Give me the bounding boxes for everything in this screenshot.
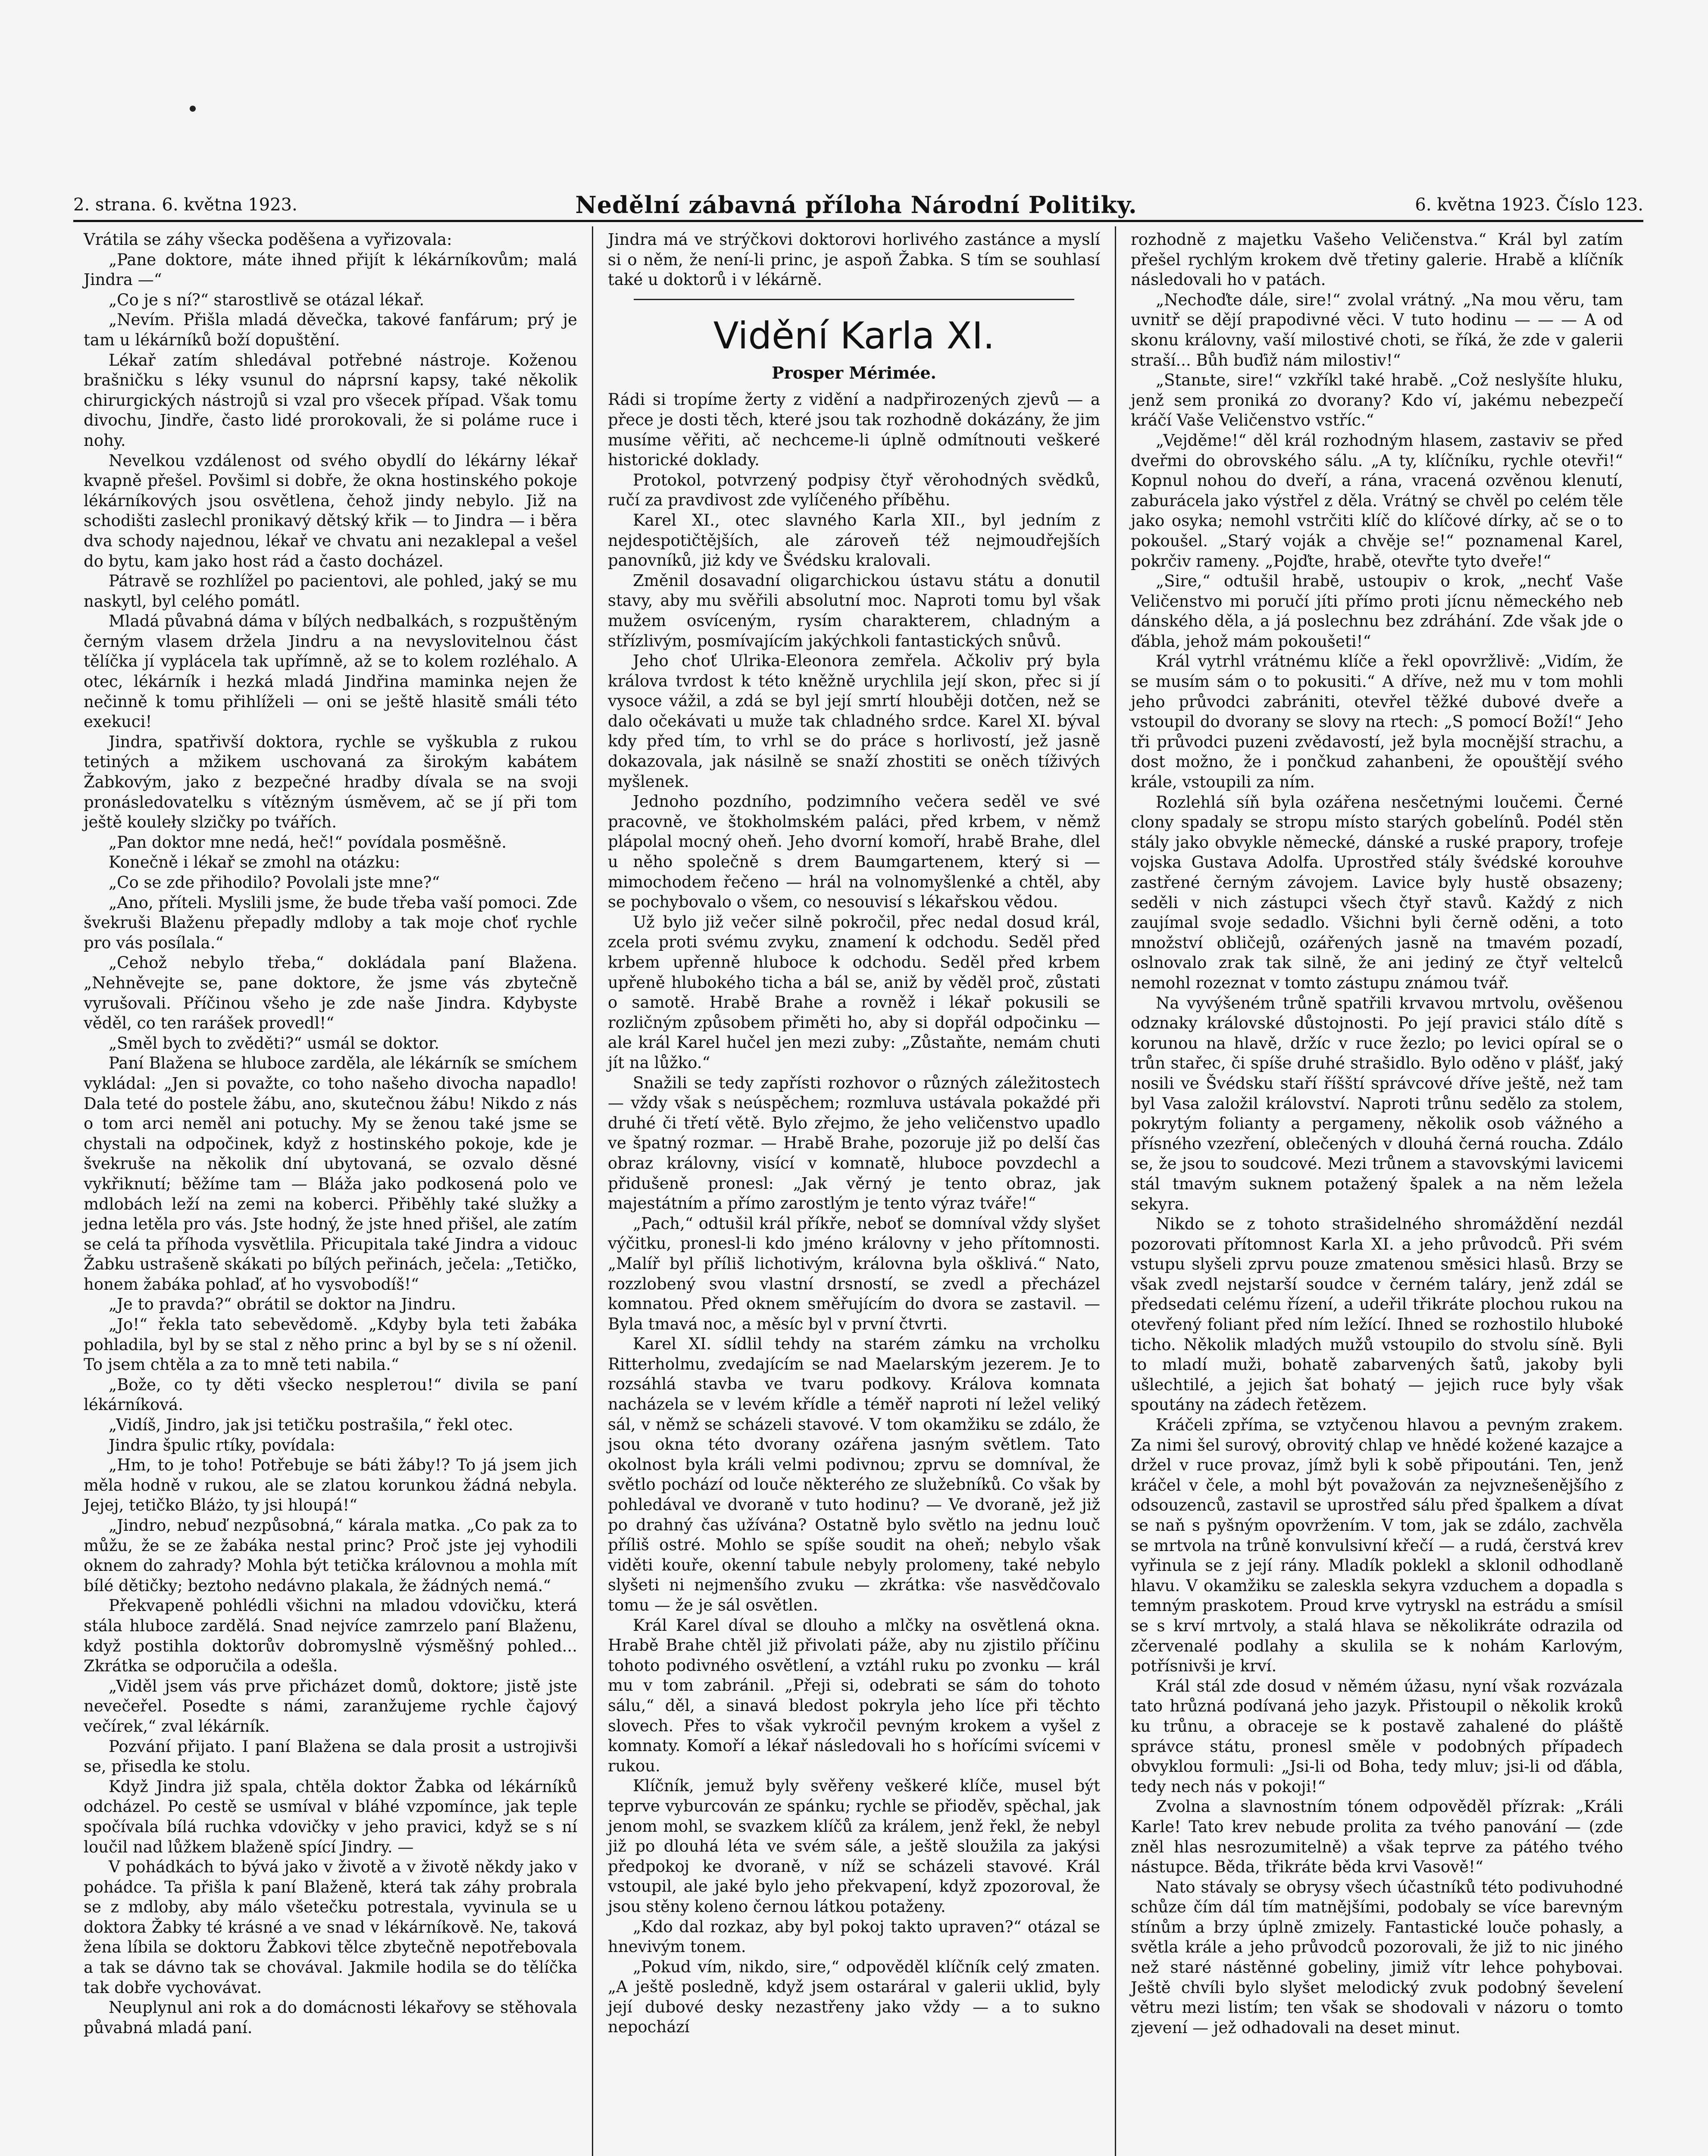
story-divider <box>634 299 1074 300</box>
paragraph: „Nevím. Přišla mladá děvečka, takové fanfárum; prý je tam u lékárníků boží dopuštění. <box>84 310 577 349</box>
paragraph: „Směl bych to zvěděti?“ usmál se doktor. <box>109 1034 440 1053</box>
paragraph: Už bylo již večer silně pokročil, přec nedal dosud král, zcela proti svému zvyku, znamení k odchodu. Seděl před krbem upřenně hluboce k odchodu. Seděl před krbem upřeně hlubokého ticha a bál se, aniž by věděl proč, zůstati o samotě. Hrabě Brahe a rovněž i lékař pokusili se rozličným způsobem přiměti ho, aby si dopřál odpočinku — ale král Karel hučel jen mezi zuby: „Zůstaňte, nemám chuti jít na lůžko.“ <box>608 912 1100 1072</box>
paragraph: Jindra, spatřivší doktora, rychle se vyškubla z rukou tetiných a mžikem uschovaná za širokým kabátem Žabkovým, jako z bezpečné hradby dívala se na svoji pronásledovatelku s vítězným úsměvem, ač se jí při tom ještě kouleły slzičky po tvářích. <box>84 732 577 832</box>
paragraph: „Nechoďte dále, sire!“ zvolal vrátný. „Na mou věru, tam uvnitř se dějí prapodivné věci. V tuto hodinu — — — A od skonu královny, vaší milostivé choti, se říká, že zde v galerii straší... Bůh buďiž nám milostiv!“ <box>1131 290 1623 370</box>
paragraph: „Viděl jsem vás prve přicházet domů, doktore; jistě jste nevečeřel. Posedte s námi, zaranžujeme rychle čajový večírek,“ zval lékárník. <box>84 1677 577 1736</box>
paragraph: Pozvání přijato. I paní Blažena se dala prosit a ustrojivši se, přisedla ke stolu. <box>84 1737 577 1776</box>
paragraph: „Bože, co ty děti všecko nesplетou!“ divila se paní lékárníková. <box>84 1375 577 1414</box>
paragraph: „Co je s ní?“ starostlivě se otázal lékař. <box>109 290 425 309</box>
paragraph: rozhodně z majetku Vašeho Veličenstva.“ Král byl zatím přešel rychlým krokem dvě třetiny galerie. Hrabě a klíčník následovali ho v patách. <box>1131 230 1623 289</box>
paragraph: „Stanьte, sire!“ vzkříkl také hrabě. „Což neslyšíte hluku, jenž sem proniká zo dvorany? Kdo ví, jakému nebezpečí kráčí Vaše Veličenstvo vstříc.“ <box>1131 371 1623 430</box>
story-body <box>608 390 1100 2037</box>
column-2 <box>592 226 1115 2156</box>
masthead: Nedělní zábavná příloha Národní Politiky. <box>575 191 1137 219</box>
paragraph: Nikdo se z tohoto strašidelného shromáždění nezdál pozorovati přítomnost Karla XI. a jeho průvodců. Při svém vstupu slyšeli zprvu pouze zmatenou směsici hlasů. Brzy se však zvedl nejstarší soudce v černém talárу, jenž zdál se předsedati celému řízení, a udeřil třikráte plochou rukou na otevřený foliant před ním ležící. Ihned se rozhostilo hluboké ticho. Několik mladých mužů vstoupilo do stvolu síně. Byli to mladí muži, bohatě zabarvených šatů, jakoby byli ušlechtilé, a jejich šat bohatý — jejich ruce byly však spoutány na zádech řetězem. <box>1131 1215 1623 1414</box>
paragraph: Konečně i lékař se zmohl na otázku: <box>109 853 400 872</box>
story-title: Vidění Karla XI. <box>713 314 995 357</box>
paragraph: „Hm, to je toho! Potřebuje se báti žáby!? To já jsem jich měla hodně v rukou, ale se zlatou korunkou žádná nebyla. Jejej, tetičko Bláżo, ty jsi hloupá!“ <box>84 1456 577 1515</box>
paragraph: „Sire,“ odtušil hrabě, ustoupiv o krok, „nechť Vaše Veličenstvo mi poručí jíti přímo proti jícnu německého neb dánského děla, a já poslechnu bez zdráhání. Zde však jde o ďábla, jehož mám pokoušeti!“ <box>1131 572 1623 651</box>
paragraph: Snažili se tedy zapřísti rozhovor o různých záležitostech — vždy však s neúspěchem; rozmluva ustávala pokaždé při druhé či třetí větě. Bylo zřejmo, že jeho veličenstvo upadlo ve špatný rozmar. — Hrabě Brahe, pozoruje již po delší čas obraz královny, visící v komnatě, hlubоce povzdechl a přidušeně pronesl: „Jak věrný je tento obraz, jak majestátním a přímo zarostlým je tento výraz tváře!“ <box>608 1073 1100 1213</box>
paragraph: Jeho choť Ulrika-Eleonora zemřela. Ačkoliv prý byla králova tvrdost k této kněžně urychlila její skon, přec si jí vysoce vážil, a zdá se byl její smrtí hlouběji dotčen, než se dalo očekávati u muže tak chladného srdce. Karel XI. býval kdy před tím, to vrhl se do práce s horlivostí, jež jasně dokazovala, jak násilně se snaží zhostiti se oněch tíživých myšlenek. <box>608 652 1100 791</box>
paragraph: Nato stávaly se obrysy všech účastníků této podivuhodné schůze čím dál tím matnějšími, podobaly se více barevným stínům a brzy úplně zmizely. Fantastické louče pohasly, a světla krále a jeho průvodců pozorovali, že již to nic jiného než staré nástěnné gobeliny, jimiž vítr lehce pohybovai. Ještě chvíli bylo slyšet melodický zvuk podobný ševelení větru mezi listím; ten však se shodovali v názoru o tomto zjevení — jež odhadovali na deset minut. <box>1131 1877 1623 2037</box>
paragraph: Zvolna a slavnostním tónem odpověděl přízrak: „Králi Karle! Tato krev nebude prolita za tvého panování — (zde zněl hlas nesrozumitelně) a však teprve za pátého tvého nástupce. Běda, třikráte běda krvi Vasově!“ <box>1131 1797 1623 1877</box>
newspaper-columns <box>69 226 1638 2156</box>
paragraph: Král stál zde dosud v němém úžasu, nyní však rozvázala tato hrůzná podívaná jeho jazyk. Přistoupil o několik kroků ku trůnu, a obraceje se k postavě zahalené do pláště správce státu, pronesl směle v podobných případech obvyklou formuli: „Jsi-li od Boha, tedy mluv; jsi-li od ďábla, tedy nech nás v pokoji!“ <box>1131 1677 1623 1796</box>
paragraph: Vrátila se záhy všecka poděšena a vyřizovala: <box>84 230 452 249</box>
paragraph: „Kdo dal rozkaz, aby byl pokoj takto upraven?“ otázal se hnevivým tonem. <box>608 1917 1100 1956</box>
paragraph: „Pan doktor mne nedá, heč!“ povídala posměšně. <box>109 833 507 852</box>
paragraph: Karel XI., otec slavného Karla XII., byl jedním z nejdespotičtějších, ale zároveň též nejmoudřejších panovníků, jiż kdy ve Švédsku kralovali. <box>608 511 1100 570</box>
paragraph: Změnil dosavadní oligarchickou ústavu státu a donutil stavy, aby mu svěřili absolutní moc. Naproti tomu byl však mužem osvíceným, rysím charakterem, chladným a střízlivým, posmívajícím jakýchkoli fantastických snůvů. <box>608 571 1100 650</box>
paragraph: Když Jindra již spala, chtěla doktor Žabka od lékárníků odcházel. Po cestě se usmíval v bláhé vzpomínce, jak teple spočívala bílá ruchka vdovičky v jeho pravici, když se s ní loučil nad lůžkem blaženě spící Jindry. — <box>84 1777 577 1856</box>
column-3 <box>1115 226 1638 2156</box>
paragraph: Nevelkou vzdálenost od svého obydlí do lékárny lékař kvapně přešel. Povšiml si dobře, že okna hostinského pokoje lékárníkových jsou osvětlena, čehož jindy nebylo. Již na schodišti zaslechl pronikavý dětský křik — to Jindra — i běra dva schody najednou, lékař ve chvatu ani nezaklepal a vešel do bytu, kam jako host rád a často docházel. <box>84 451 577 570</box>
header-issue-date: 6. května 1923. Číslo 123. <box>1415 195 1643 215</box>
paragraph: Král vytrhl vrátnému klíče a řekl opovržlivě: „Vidím, že se musím sám o to pokusiti.“ A dříve, než mu v tom mohli jeho průvodci zabrániti, otevřel těžké dubové dveře a vstoupil do dvorany se slovy na rtech: „S pomocí Boží!“ Jeho tři průvodci puzeni zvědavostí, jež byla mocnější strachu, a dost možno, že i pončkud zahanbeni, že opouštějí svého krále, vstoupili za ním. <box>1131 652 1623 792</box>
header-page-date: 2. strana. 6. května 1923. <box>73 195 297 215</box>
paragraph: Král Karel díval se dlouho a mlčky na osvětlená okna. Hrabě Brahe chtěl již přivolati páže, aby nu zjistilo příčinu tohoto podivného osvětlení, a vztáhl ruku po zvonku — král mu v tom zabránil. „Přeji si, odebrati se sám do tohoto sálu,“ děl, a sinavá bledost pokryla jeho líce při těchto slovech. Přes to však vykročil pevným krokem a vyšel z komnaty. Komoří a lékař následovali ho s hořícími svícemi v rukou. <box>608 1616 1100 1775</box>
paragraph: Kráčeli zpříma, se vztyčenou hlavou a pevným zrakem. Za nimi šel surový, obrovitý chlap ve hnědé kožené kazajce a držel v ruce provaz, jímž byli k sobě připoutáni. Ten, jenž kráčel v čele, a mohl být považován za nejvznešenějšího z odsouzenců, zastavil se uprostřed sálu před špalkem a dívat se naň s pyšným opovržením. V tom, jak se zdálo, zachvěla se mrtvola na trůně konvulsivní křečí — a rudá, čerstvá krev vyřinula se z její rány. Mladík poklekl a sklonil odhodlaně hlavu. V okamžiku se zaleskla sekyra vzduchem a dopadla s temným praskotem. Proud krve vytryskl na estrádu a smísil se s krví mrtvoly, a stalá hlava se několikráte odrazila od zčervenalé podlahy a skulila se k nohám Karlovým, potřísnivši je krví. <box>1131 1416 1623 1676</box>
paragraph: Rádi si tropíme žerty z vidění a nadpřirozených zjevů — a přece je dosti těch, které jsou tak rozhodně dokázány, že jim musíme věřiti, ač nechceme-li úplně odmítnouti veškeré historické doklady. <box>608 390 1100 470</box>
paragraph: Jednoho pozdního, podzimního večera seděl ve své pracovně, ve štokholmském paláci, před krbem, v němž plápolal mocný oheň. Jeho dvorní komoří, hrabě Brahe, dlel u něho společně s drem Baumgartenem, který si — mimochodem řečeno — hrál na volnomyšlenké a chtěl, aby se pochybovalo o všem, co nesouvisí s lékařskou vědou. <box>608 792 1100 912</box>
paragraph: „Jindro, nebuď nezpůsobná,“ kárala matka. „Co pak za to můžu, že se ze žabáka nestal princ? Proč jste jej vyhodili oknem do zahrady? Mohla být tetička královnou a mohla mít bílé dětičky; beztoho nedávno plakala, že žádných nemá.“ <box>84 1516 577 1595</box>
paragraph: Jindra špulic rtíky, povídala: <box>109 1435 335 1454</box>
paragraph: „Co se zde přihodilo? Povolali jste mne?“ <box>109 873 440 892</box>
paragraph: V pohádkách to bývá jako v životě a v životě někdy jako v pohádce. Ta přišla k paní Blaženě, která tak záhy probrala se z mdloby, aby málo všetečku potrestala, vyvinula se u doktora Žabky té krásné a ve snad v lékárníkově. Ne, taková žena líbila se doktoru Žabkovi tělce zbytečně nepotřebovala a tak se dávno tak se chovával. Jakmile hodila se do tělíčka tak dobře vychovávat. <box>84 1858 577 1997</box>
page-speck <box>190 106 196 112</box>
paragraph: Rozlehlá síň byla ozářena nesčetnými loučemi. Černé clony spadaly se stropu místo starých gobelínů. Podél stěn stály jako obvykle německé, dánské a ruské prapory, trofeje vojska Gustava Adolfa. Uprostřed stály švédské korouhve zastřené černým závojem. Lavice byly hustě obsazeny; seděli v nich zástupci všech čtyř stavů. Každý z nich zaujímal svoje sedadlo. Všichni byli černě oděni, a toto množství obličejů, ozářených jasně na tmavém pozadí, oslnovalo zrak tak silně, že ani jediný ze čtyř veltelců nemohl rozeznat v tomto zástupu známou tvář. <box>1131 793 1623 992</box>
paragraph: „Vejděme!“ děl král rozhodným hlasem, zastaviv se před dveřmi do obrovského sálu. „A ty, klíčníku, rychle otevři!“ Kopnul nohou do dveří, a rána, vracená ozvěnou klenutí, zaburácela jako výstřel z děla. Vrátný se chvěl po celém těle jako osyka; nemohl vstrčiti klíč do klíčové dírky, ač se o to pokoušel. „Starý voják a chvěje se!“ poznamenal Karel, pokrčiv rameny. „Pojďte, hrabě, otevřte tyto dveře!“ <box>1131 431 1623 570</box>
paragraph: Klíčník, jemuž byly svěřeny veškeré klíče, musel být teprve vyburcován ze spánku; rychle se přioděv, spěchal, jak jenom mohl, se svazkem klíčů za králem, jenž řekl, že nebyl již po dlouhá léta ve svém sále, a ještě sloužila za jakýsi předpokoj ke dvoraně, v níž se scházeli stavové. Král vstoupil, ale jaké bylo jeho překvapení, když zpozoroval, že jsou stěny koleno černou látkou potaženy. <box>608 1777 1100 1916</box>
paragraph: Paní Blažena se hluboce zarděla, ale lékárník se smíchem vykládal: „Jen si považte, co toho našeho divocha napadlo! Dala teté do postele žábu, ano, skutečnou žábu! Nikdo z nás o tom arci neměl ani potuchy. My se ženou také jsme se chystali na odpočinek, když z hostinského pokoje, kde je švekruše na několik dní ubytovaná, se ozvalo děsné vykřiknutí; běžíme tam — Bláža jako podkosená polo ve mdlobách leží na zemi na koberci. Přiběhly také služky a jedna letěla pro vás. Jste hodný, že jste hned přišel, ale zatím se celá ta příhoda vysvětlila. Přicupitala také Jindra a vidouc Žabku ustrašeně skákati po bílých peřinách, ječela: „Tetičko, honem žabáka pohlaď, ať ho vysvobodíš!“ <box>84 1054 577 1294</box>
paragraph: „Pane doktore, máte ihned přijít k lékárníkovům; malá Jindra —“ <box>84 250 577 289</box>
paragraph: Na vyvýšeném trůně spatřili krvavou mrtvolu, ověšenou odznaky královské důstojnosti. Po její pravici stálo dítě s korunou na hlavě, držíc v ruce žezlo; po levici opíral se o trůn stařec, či spíše druhé strašidlo. Bylo oděno v plášť, jaký nosili ve Švédsku staří říšští správcové dříve ještě, než tam byl Vasa založil království. Naproti trůnu sedělo za stolem, pokrytým folianty a pergameny, několik osob vážného a přísného vzezření, oblečených v dlouhá černá roucha. Zdálo se, že jsou to soudcové. Mezi trůnem a stavovskými lavicemi stál tmavým suknem potažený špalek a na něm ležela sekyra. <box>1131 993 1623 1213</box>
paragraph: Pátravě se rozhlížel po pacientovi, ale pohled, jaký se mu naskytl, byl celého pomátl. <box>84 572 577 611</box>
paragraph: Překvapeně pohlédli všichni na mladou vdovičku, která stála hluboce zardělá. Snad nejvíce zamrzelo paní Blaženu, když postihla doktorův dobromyslně výsměšný pohled... Zkrátka se odporučila a odešla. <box>84 1596 577 1676</box>
story-ending: Jindra má ve strýčkovi doktorovi horlivého zastánce a myslí si o něm, že není-li princ, je aspoň Žabka. S tím se souhlasí také u doktorů i v lékárně. <box>608 230 1100 289</box>
paragraph: Karel XI. sídlil tehdy na starém zámku na vrcholku Ritterholmu, zvedajícím se nad Maelarským jezerem. Je to rozsáhlá stavba ve tvaru podkovy. Králova komnata nacházela se v levém křídle a téměř naproti ní ležel veliký sál, v němž se scházeli stavové. V tom okamžiku se zdálo, že jsou okna této dvorany ozářena jasným světlem. Tato okolnost byla králi velmi podivnou; zprvu se domníval, že světlo pochází od louče některého ze služebníků. Co však by pohledával ve dvoraně v tuto hodinu? — Ve dvoraně, jež již po drahný čas užívána? Ostatně bylo světlo na jednu louč příliš ostré. Mohlo se spíše soudit na oheň; nebylo však viděti kouře, okenní tabule nebyly prolomeny, také nebylo slyšeti ni nejmenšího zvuku — zkrátka: vše nasvědčovalo tomu — že je sál osvětlen. <box>608 1335 1100 1614</box>
column-1 <box>69 226 592 2156</box>
paragraph: „Cehož nebylo třeba,“ dokládala paní Blažena. „Nehněvejte se, pane doktore, že jsme vás zbytečně vyrušovali. Příčinou všeho je zde naše Jindra. Kdybyste věděl, co ten rarášek provedl!“ <box>84 953 577 1033</box>
paragraph: „Jo!“ řekla tato sebevědomě. „Kdyby byla teti žabáka pohladila, byl by se stal z něho princ a byl by se s ní oženil. To jsem chtěla a za to mně teti nabila.“ <box>84 1315 577 1374</box>
paragraph: „Ano, příteli. Myslili jsme, že bude třeba vaší pomoci. Zde švekruši Blaženu přepadly mdloby a tak moje choť rychle pro vás posílala.“ <box>84 893 577 952</box>
paragraph: Neuplynul ani rok a do domácnosti lékařovy se stěhovala půvabná mladá paní. <box>84 1998 577 2037</box>
paragraph: „Je to pravda?“ obrátil se doktor na Jindru. <box>109 1295 456 1314</box>
paragraph: Lékař zatím shledával potřebné nástroje. Koženou brašničku s léky vsunul do náprsní kapsy, také několik chirurgických nástrojů si vzal pro všecek případ. Však tomu divochu, Jindře, často lidé prorokovali, že si polámе ruce i nohy. <box>84 351 577 450</box>
paragraph: „Pokud vím, nikdo, sire,“ odpověděl klíčník celý zmaten. „A ještě posledně, když jsem ostaráral v galerii uklid, byly její dubové desky nezastřeny jako vždy — a to sukno nepochází <box>608 1957 1100 2037</box>
story-byline: Prosper Mérimée. <box>772 363 936 382</box>
paragraph: „Vidíš, Jindro, jak jsi tetičku postrašila,“ řekl otec. <box>109 1416 513 1435</box>
paragraph: Mladá půvabná dáma v bílých nedbalkách, s rozpuštěným černým vlasem držela Jindru a na nevyslovitelnou část tělíčka jí vyplácela tak upřímně, až se to kolem rozléhalo. A otec, lékárník i hezká mladá Jindřina maminka nejen že nečinně k tomu přihlíželi — oni se ještě hlasitě smáli této exekuci! <box>84 612 577 731</box>
paragraph: „Pach,“ odtušil král příkře, neboť se domníval vždy slyšet výčitku, pronesl-li kdo jméno královny v jeho přítomnosti. „Malíř byl příliš lichotivým, královna byla ošklivá.“ Nato, rozzlobený svou vlastní drsností, se zvedl a přecházel komnatou. Před oknem směřujícím do dvora se zastavil. — Byla tmavá noc, a měsíc byl v první čtvrti. <box>608 1214 1100 1333</box>
page-header <box>73 190 1643 222</box>
paragraph: Protokol, potvrzený podpisy čtyř věrohodných svědků, ručí za pravdivost zde vylíčeného příběhu. <box>608 470 1100 510</box>
